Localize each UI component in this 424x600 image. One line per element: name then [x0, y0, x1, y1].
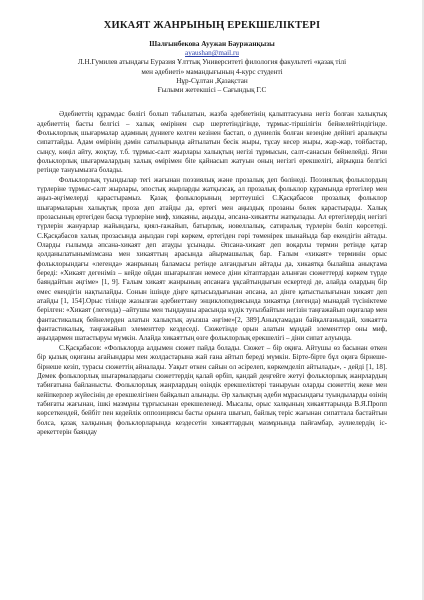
paragraph-3: С.Қасқабасов: «Фольклорда алдымен сюжет пайда болады. Сюжет – бір оқиға. Айтушы өз басынан өткен бір қызық оқиғаны ағайындары мен жолдастарына жай ғана айтып береді мүмкін. Бірте-бірте бұл оқиға бірнеше-бірнеше кезіп, турасы сюжеттің айналады. Уақыт өткен сайын ол әсірелеп, көркемделіп айтылады», - дейді [1, 18]. Демек фольклорлық шығармалардағы сюжеттердің қалай өрбіп, қандай деңгейге жетуі фольклорлық жанрлардың табиғатына байланысты. Фольклорлық жанрлардың өзіндік ерекшеліктері таныруын оларды сюжеттің жеке мен кейіпкерлер жүйесінің де ерекшелігінен байқалып алынады. Әр халықтың әдеби мұрасындағы туындыларды өзінің табиғаты жағынан, ішкі мазмұны тұрғысынан ерекшеленеді. Мысалы, орыс халқының хикаяттарында В.Я.Пропп көрсеткендей, бейбіт пен кедейлік оппозициясы басты орынға шығып, байлық теріс жағынан сипаттала бастайтын болса, қазақ халқының фольклорларында кездесетін хикаяттардың мазмұнында пайғамбар, әулиелердің іс-әрекеттерін баяндау: [37, 343, 387, 436]
author-name: Шалғынбекова Ауужан Бауржанқызы: [149, 40, 275, 48]
author-email-link[interactable]: ayaushan@mail.ru: [185, 49, 239, 58]
author-block: [37, 40, 387, 95]
paragraph-2: Фольклорлық туындылар тегі жағынан поэзиялық және прозалық деп бөлінеді. Поэзиялық фольклордың түрлеріне тұрмыс-салт жырлары, эпостық жырларды жатқызсақ, ал прозалық фольклор құрамында ертегілер мен аңыз-әңгімелерді қарастырамыз. Қазақ фольклорының зерттеушісі С.Қасқабасов прозалық фольклор шығармаларын халықтық проза деп атайды да, ертегі мен аңыздық прозаны бөлек қарастырады. Халық прозасының ертегіден басқа түрлеріне миф, хикаяны, аңызды, әпсана-хикаятты жатқызады. Ал ертегілердің негізгі түрлерін жануарлар жайындағы, қиял-ғажайып, батырлық, новеллалық, сатиралық түрлерін бөліп көрсетеді. С.Қасқабасов халық прозасында аңыздан гөрі көркем, ертегіден гөрі төменірек шынайыда бар екендігін айтады. Оларды ғылымда әпсана-хикаят деп атауды ұсынады. Әпсана-хикаят деп воқарлы термин ретінде қатар қолданылатынымізмсана мен хикаяттың арасында айырмашылық бар. Ғалым «хикаят» терминін орыс фольклорындағы «легенда» жанрының баламасы ретінде алғандығын айтады да, хикаятқа былайша анықтама береді: «Хикаят дегеніміз – кейде ойдан шығарылған немесе діни кітаптардан алынған сюжеттерді көркем түрде баяндайтын әңгіме» [1, 9]. Ғалым хикаят жанрының әпсанаға ұқсайтындығын ескертеді де, алайда олардың бір емес екендігін нақтылайды. Сонын ішінде діңге қатысыздығынан әпсана, ал дінге қатыстылығынан хикаят деп атайды [1, 154].Орыс тілінде жазылған әдебиеттану энциклопедиясында хикаятқа (легенда) мынадай түсініктеме берілген: «Хикаят (легенда) –айтушы мен тыңдаушы арасында күдік туғызбайтын негізін таңғажайып оқиғалар мен фантастикалық бейнелерден алатын халықтық ауызша әңгіме»[2, 389].Анықтамадан байқалғанындай, хикаятта фантастикалық, таңғажайып элементтер кездеседі. Сюжетінде орын алатын мұндай элементтер оны миф, аңыздармен шатастыруы мүмкін. Алайда хикаяттың өзге фольклорлық ерекшелігі – діни сипат алуында.: [37, 175, 387, 343]
paragraph-1: Әдебиеттің құрамдас бөлігі болып табылатын, жазба әдебиетінің қалыптасуына негіз болған халықтық әдебиеттің басты белгісі – халық өмірінен сыр шертетіндігінде, тұрмыс-тіршілігін бейнелейтіндігінде. Фольклорлық шығармалар адамның дүниеге келген кезінен бастап, о дүниелік болған кезеңіне дейінгі аралықты сипаттайды. Адам өмірінің дәмін сатылырында айтылатын бесік жыры, тұсау кесер жыры, жар-жар, тойбастар, сыңсу, көңіл айту, жоқтау, т.б. тұрмыс-салт жырлары халықтың негізі тұрмысын, салт-санасын бейнелейді. Яғни фольклорлық шығармалардың халық өмірімен бite қайнасып жатуын оның негізгі ерекшелігі, айрықша белгісі ретінде тануымызға болады.: [37, 110, 387, 175]
body-text: [37, 110, 387, 437]
author-city: Нұр-Сұлтан ,Қазақстан: [176, 76, 248, 85]
supervisor: Ғылыми жетекшісі – Сағындық Г.С: [157, 86, 267, 95]
affiliation-line-2: мен әдебиеті» мамандығының 4-курс студенті: [141, 67, 283, 76]
affiliation-line-1: Л.Н.Гумилев атындағы Еуразия Ұлттық Университеті филология факультеті «қазақ тілі: [77, 58, 347, 67]
paper-title: ХИКАЯТ ЖАНРЫНЫҢ ЕРЕКШЕЛІКТЕРІ: [103, 20, 321, 31]
